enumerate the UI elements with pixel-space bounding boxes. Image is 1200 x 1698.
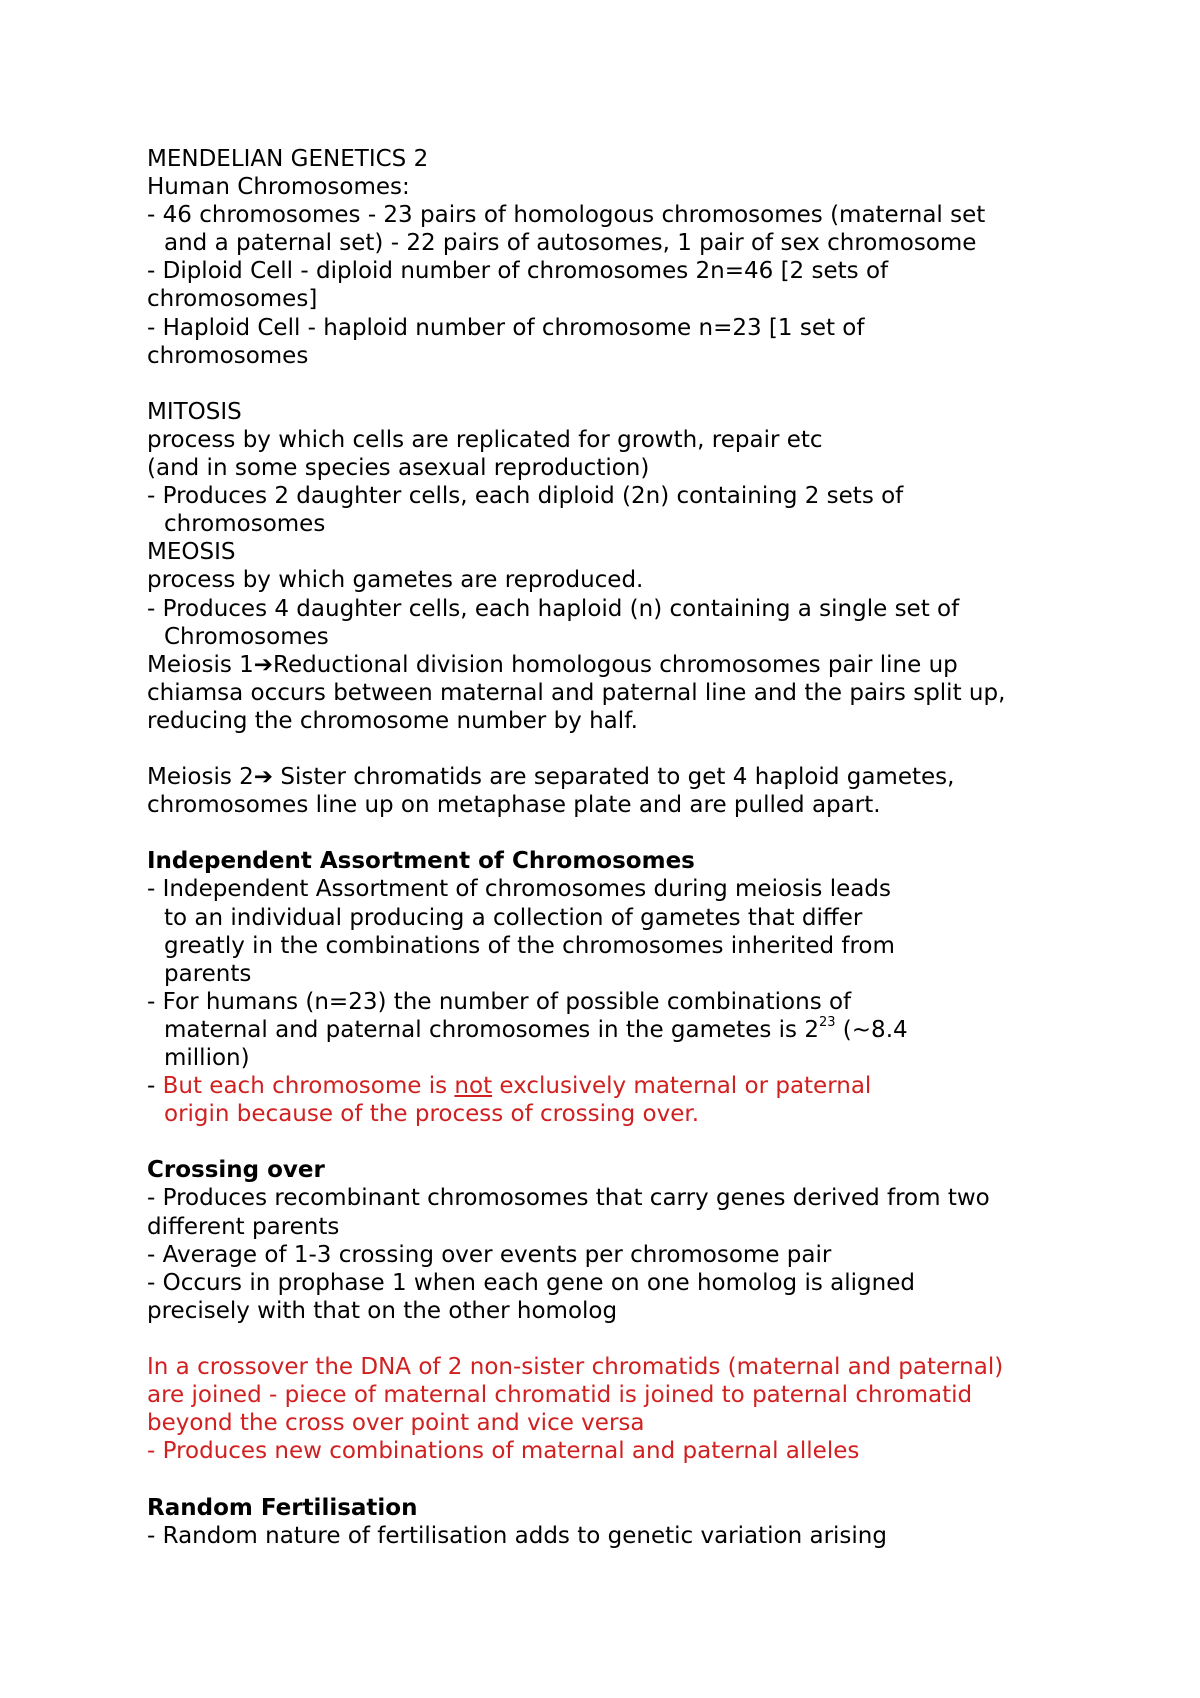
document-title: MENDELIAN GENETICS 2 xyxy=(147,146,429,172)
highlight-text: But each chromosome is xyxy=(162,1073,455,1100)
spacer xyxy=(147,1325,1157,1353)
text-line: different parents xyxy=(147,1213,340,1240)
meiosis-2-text: Sister chromatids are separated to get 4 haploid gametes, xyxy=(273,764,955,791)
text-line: precisely with that on the other homolog xyxy=(147,1297,618,1324)
spacer xyxy=(147,735,1157,763)
text-line: chiamsa occurs between maternal and paternal line and the pairs split up, xyxy=(147,679,1006,706)
highlight-text: beyond the cross over point and vice versa xyxy=(147,1410,645,1437)
highlight-line xyxy=(147,1072,1157,1100)
text-line: reducing the chromosome number by half. xyxy=(147,707,638,734)
text-line: chromosomes] xyxy=(147,286,318,313)
meiosis-1-label: Meiosis 1 xyxy=(147,651,254,678)
highlight-text: origin because of the process of crossing over. xyxy=(164,1101,700,1128)
combinations-line xyxy=(147,1016,1157,1044)
text-line: - Produces recombinant chromosomes that carry genes derived from two xyxy=(147,1185,990,1212)
text-line: - Produces 2 daughter cells, each diploid (2n) containing 2 sets of xyxy=(147,483,904,510)
text-line: - Occurs in prophase 1 when each gene on one homolog is aligned xyxy=(147,1269,915,1296)
text-line: - For humans (n=23) the number of possible combinations of xyxy=(147,988,852,1015)
text-fragment: (~8.4 xyxy=(835,1016,908,1043)
bullet-dash: - xyxy=(147,1073,163,1100)
text-line: million) xyxy=(164,1045,250,1071)
exponent: 23 xyxy=(818,1015,836,1031)
meiosis-1-line xyxy=(147,651,1157,679)
highlight-text: exclusively maternal or paternal xyxy=(492,1073,872,1100)
highlight-text: - Produces new combinations of maternal and paternal alleles xyxy=(147,1438,860,1465)
text-line: - Average of 1-3 crossing over events per chromosome pair xyxy=(147,1241,832,1268)
underlined-word: not xyxy=(454,1073,493,1100)
crossing-over-heading: Crossing over xyxy=(147,1157,325,1184)
arrow-icon: ➔ xyxy=(253,764,274,791)
mitosis-heading: MITOSIS xyxy=(147,398,242,425)
highlight-text: In a crossover the DNA of 2 non-sister chromatids (maternal and paternal) xyxy=(147,1354,1004,1381)
text-line: chromosomes line up on metaphase plate and are pulled apart. xyxy=(147,792,881,819)
document-body xyxy=(147,145,1157,1550)
human-chromosomes-heading: Human Chromosomes: xyxy=(147,174,410,201)
meiosis-1-text: Reductional division homologous chromosomes pair line up xyxy=(273,651,958,678)
text-line: greatly in the combinations of the chromosomes inherited from xyxy=(164,932,895,959)
text-line: Chromosomes xyxy=(164,623,329,650)
meiosis-heading: MEOSIS xyxy=(147,539,236,566)
text-line: (and in some species asexual reproduction) xyxy=(147,455,650,482)
text-line: and a paternal set) - 22 pairs of autosomes, 1 pair of sex chromosome xyxy=(164,230,977,257)
spacer xyxy=(147,370,1157,398)
text-line: parents xyxy=(164,960,252,987)
meiosis-2-line xyxy=(147,763,1157,791)
spacer xyxy=(147,1465,1157,1493)
text-line: to an individual producing a collection of gametes that differ xyxy=(164,904,863,931)
text-line: process by which gametes are reproduced. xyxy=(147,567,644,594)
spacer xyxy=(147,1128,1157,1156)
text-line: - Independent Assortment of chromosomes during meiosis leads xyxy=(147,876,891,903)
random-fertilisation-heading: Random Fertilisation xyxy=(147,1494,418,1521)
independent-assortment-heading: Independent Assortment of Chromosomes xyxy=(147,848,695,875)
text-line: chromosomes xyxy=(147,342,309,369)
arrow-icon: ➔ xyxy=(253,651,274,678)
text-line: - 46 chromosomes - 23 pairs of homologous chromosomes (maternal set xyxy=(147,202,986,229)
text-line: - Haploid Cell - haploid number of chromosome n=23 [1 set of xyxy=(147,314,865,341)
spacer xyxy=(147,819,1157,847)
text-fragment: maternal and paternal chromosomes in the gametes is 2 xyxy=(164,1016,819,1043)
text-line: - Random nature of fertilisation adds to genetic variation arising xyxy=(147,1522,887,1549)
text-line: - Produces 4 daughter cells, each haploid (n) containing a single set of xyxy=(147,595,960,622)
text-line: - Diploid Cell - diploid number of chromosomes 2n=46 [2 sets of xyxy=(147,258,889,285)
meiosis-2-label: Meiosis 2 xyxy=(147,764,254,791)
text-line: process by which cells are replicated for growth, repair etc xyxy=(147,426,823,453)
text-line: chromosomes xyxy=(164,511,326,538)
highlight-text: are joined - piece of maternal chromatid is joined to paternal chromatid xyxy=(147,1382,973,1409)
